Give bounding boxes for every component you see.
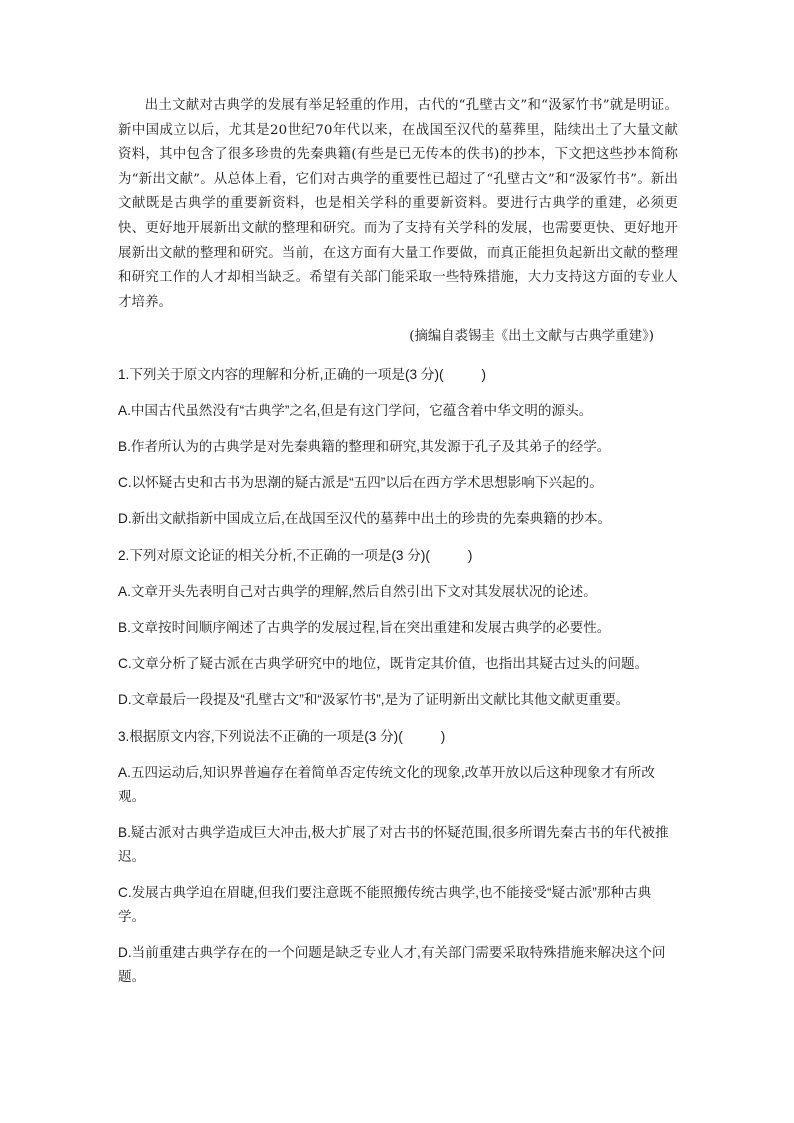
question-3-stem-text: 3.根据原文内容,下列说法不正确的一项是(3 分)( [118,729,403,745]
question-3-close-paren: ) [440,729,446,745]
exam-page [118,94,678,989]
question-1-close-paren: ) [481,367,487,383]
question-1-stem-text: 1.下列关于原文内容的理解和分析,正确的一项是(3 分)( [118,367,444,383]
question-1-option-c: C.以怀疑古史和古书为思潮的疑古派是“五四”以后在西方学术思想影响下兴起的。 [118,475,603,491]
question-3-option-b: B.疑古派对古典学造成巨大冲击,极大扩展了对古书的怀疑范围,很多所谓先秦古书的年代被推迟。 [118,825,669,865]
question-3-option-d: D.当前重建古典学存在的一个问题是缺乏专业人才,有关部门需要采取特殊措施来解决这个问题。 [118,945,666,985]
question-2-close-paren: ) [467,548,473,564]
question-2-stem [118,544,678,568]
question-2-option-b: B.文章按时间顺序阐述了古典学的发展过程,旨在突出重建和发展古典学的必要性。 [118,620,611,636]
passage-source: (摘编自裘锡圭《出土文献与古典学重建》) [409,329,654,345]
question-1-option-d: D.新出文献指新中国成立后,在战国至汉代的墓葬中出土的珍贵的先秦典籍的抄本。 [118,511,612,527]
question-2-option-c: C.文章分析了疑古派在古典学研究中的地位，既肯定其价值，也指出其疑古过头的问题。 [118,656,649,672]
question-3-option-a: A.五四运动后,知识界普遍存在着简单否定传统文化的现象,改革开放以后这种现象才有所改观。 [118,765,655,805]
question-2-stem-text: 2.下列对原文论证的相关分析,不正确的一项是(3 分)( [118,548,430,564]
question-2-option-d: D.文章最后一段提及“孔壁古文”和“汲冢竹书”,是为了证明新出文献比其他文献更重要。 [118,692,630,708]
question-1-option-b: B.作者所认为的古典学是对先秦典籍的整理和研究,其发源于孔子及其弟子的经学。 [118,439,611,455]
passage-paragraph: 出土文献对古典学的发展有举足轻重的作用，古代的“孔壁古文”和“汲冢竹书”就是明证。新中国成立以后，尤其是20世纪70年代以来，在战国至汉代的墓葬里，陆续出土了大量文献资料，其中包含了很多珍贵的先秦典籍(有些是已无传本的佚书)的抄本，下文把这些抄本简称为“新出文献”。从总体上看，它们对古典学的重要性已超过了“孔壁古文”和“汲冢竹书”。新出文献既是古典学的重要新资料，也是相关学科的重要新资料。要进行古典学的重建，必须更快、更好地开展新出文献的整理和研究。而为了支持有关学科的发展，也需要更快、更好地开展新出文献的整理和研究。当前，在这方面有大量工作要做，而真正能担负起新出文献的整理和研究工作的人才却相当缺乏。希望有关部门能采取一些特殊措施，大力支持这方面的专业人才培养。 [118,98,678,310]
question-3-stem [118,725,678,749]
question-1-stem [118,363,678,387]
question-2-option-a: A.文章开头先表明自己对古典学的理解,然后自然引出下文对其发展状况的论述。 [118,584,597,600]
question-1-option-a: A.中国古代虽然没有“古典学”之名,但是有这门学问，它蕴含着中华文明的源头。 [118,403,593,419]
question-3-option-c: C.发展古典学迫在眉睫,但我们要注意既不能照搬传统古典学,也不能接受“疑古派”那种古典学。 [118,885,652,925]
